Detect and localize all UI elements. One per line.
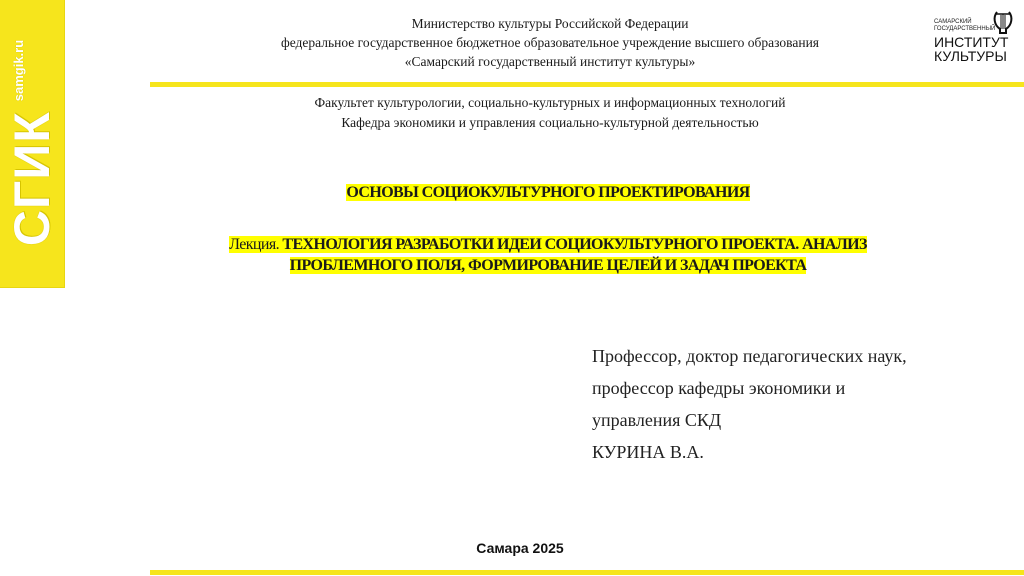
ministry-line: Министерство культуры Российской Федерации	[411, 16, 689, 31]
course-title-block	[150, 182, 946, 203]
logo-big-text: ИНСТИТУТ КУЛЬТУРЫ	[934, 34, 1009, 64]
author-position-cont: управления СКД	[592, 410, 722, 430]
header-divider	[150, 82, 1024, 87]
course-title: ОСНОВЫ СОЦИОКУЛЬТУРНОГО ПРОЕКТИРОВАНИЯ	[346, 184, 750, 201]
lecture-prefix: Лекция.	[229, 236, 280, 253]
lecture-title-block	[150, 234, 946, 276]
lyre-icon	[992, 9, 1014, 35]
footer-divider	[150, 570, 1024, 575]
department-line: Кафедра экономики и управления социально-культурной деятельностью	[341, 115, 759, 130]
brand-logotype: СГИК	[4, 111, 60, 247]
faculty-line: Факультет культурологии, социально-культурных и информационных технологий	[314, 95, 786, 110]
logo-small-text: САМАРСКИЙ ГОСУДАРСТВЕННЫЙ	[934, 19, 996, 32]
lecture-title-line2: ПРОБЛЕМНОГО ПОЛЯ, ФОРМИРОВАНИЕ ЦЕЛЕЙ И ЗАДАЧ ПРОЕКТА	[289, 257, 807, 274]
lecture-title-line1: ТЕХНОЛОГИЯ РАЗРАБОТКИ ИДЕИ СОЦИОКУЛЬТУРНОГО ПРОЕКТА. АНАЛИЗ	[279, 236, 867, 253]
author-position: профессор кафедры экономики и	[592, 378, 846, 398]
institution-type-line: федеральное государственное бюджетное образовательное учреждение высшего образования	[280, 35, 820, 50]
side-brand-text	[4, 39, 60, 247]
author-name: КУРИНА В.А.	[592, 442, 704, 462]
institution-name-line: «Самарский государственный институт культуры»	[404, 54, 696, 69]
author-block	[592, 340, 1012, 468]
institute-logo	[934, 7, 1018, 67]
author-degree: Профессор, доктор педагогических наук,	[592, 346, 907, 366]
site-url: samgik.ru	[10, 39, 26, 102]
side-brand-band	[0, 0, 65, 288]
city-year: Самара 2025	[476, 540, 564, 556]
